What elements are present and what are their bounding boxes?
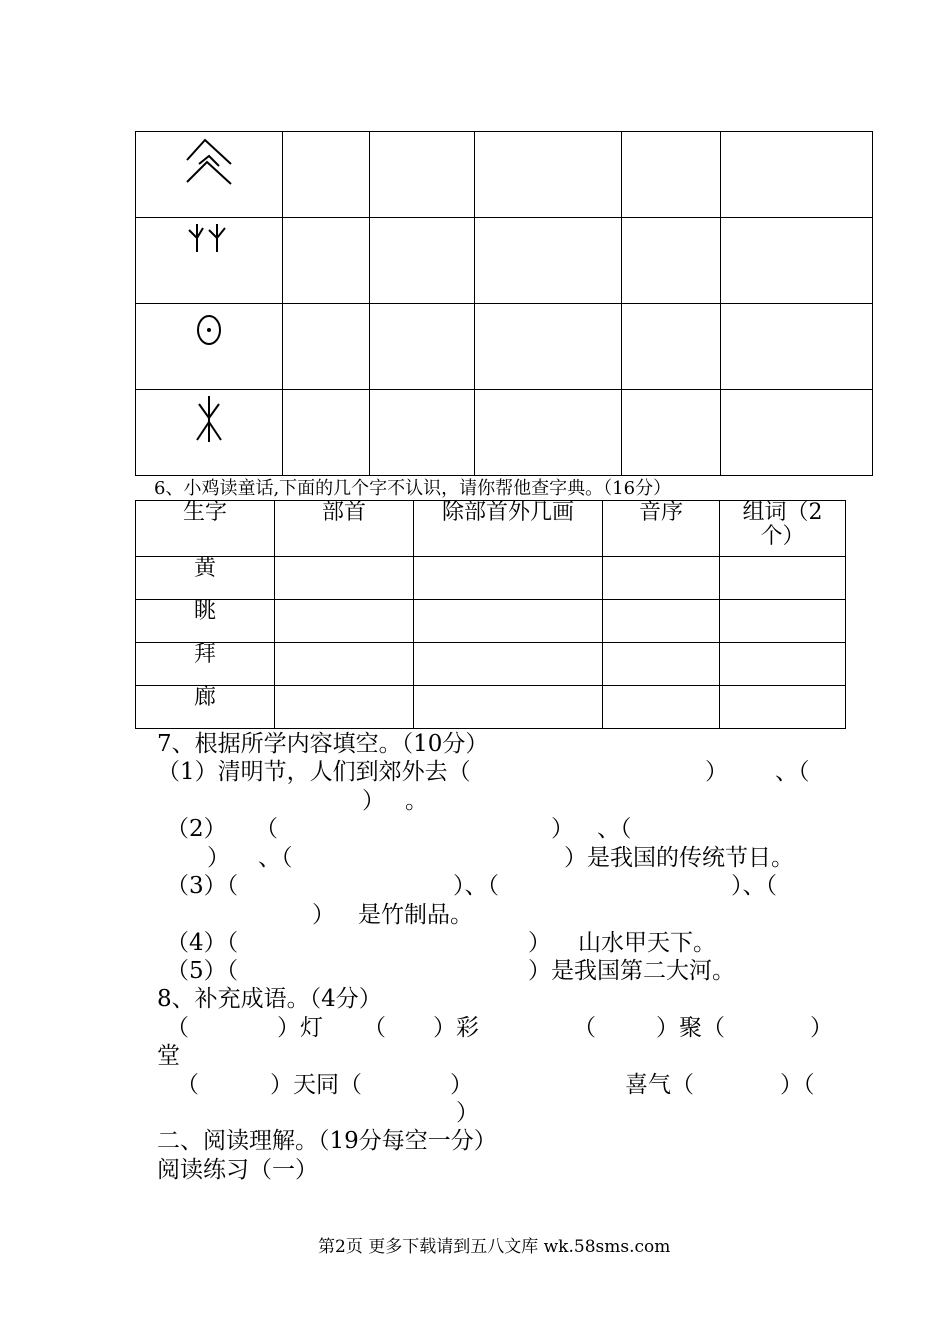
table-cell: [721, 218, 873, 304]
q7-line3: （3）（: [166, 873, 239, 899]
table-cell: [414, 600, 603, 643]
table-cell: [720, 600, 846, 643]
table-cell: [275, 643, 414, 686]
ancient-ri-icon: [179, 304, 239, 360]
q7-line3-paren: ）、（: [453, 873, 499, 899]
table-cell: [475, 132, 622, 218]
table-cell: [721, 132, 873, 218]
page-footer: 第2页 更多下载请到五八文库 wk.58sms.com: [318, 1237, 671, 1257]
table-cell: [603, 686, 720, 729]
table-cell: [275, 600, 414, 643]
table-cell: [370, 304, 475, 390]
q7-line2-paren: （: [255, 816, 278, 842]
q7-line1-paren: 、（: [775, 759, 810, 785]
table-cell: [370, 390, 475, 476]
ancient-zhu-icon: [179, 218, 239, 258]
table-cell: [475, 218, 622, 304]
section2-title: 二、阅读理解。（19分每空一分）: [157, 1128, 497, 1154]
char-cell: 廊: [136, 686, 275, 729]
table-cell: [414, 686, 603, 729]
header-cell: 生字: [136, 501, 275, 557]
table-cell: [475, 390, 622, 476]
q8-paren: （: [166, 1015, 189, 1041]
header-cell: 部首: [275, 501, 414, 557]
table-cell: [720, 557, 846, 600]
q7-line3-paren: ）、（: [731, 873, 777, 899]
table-cell: [414, 557, 603, 600]
table-cell: [370, 132, 475, 218]
q7-line2-end: ）是我国的传统节日。: [564, 845, 794, 871]
q6-title: 6、小鸡读童话,下面的几个字不认识，请你帮他查字典。（16分）: [154, 478, 672, 499]
table-row: [136, 686, 846, 729]
q7-line2: （2）: [166, 816, 227, 842]
header-cell: 音序: [603, 501, 720, 557]
dictionary-table: [135, 500, 846, 729]
q8-paren: ）: [456, 1100, 479, 1126]
table-cell: [283, 304, 370, 390]
table-cell: [603, 600, 720, 643]
q7-line5: （5）（: [166, 958, 239, 984]
q8-idiom: ）天同（: [270, 1072, 362, 1098]
glyph-cell: [136, 132, 283, 218]
q7-line4-end: 山水甲天下。: [578, 930, 716, 956]
q8-title: 8、补充成语。（4分）: [157, 986, 382, 1012]
table-header-row: [136, 501, 846, 557]
q7-line4: （4）（: [166, 930, 239, 956]
q8-idiom: ）聚（: [656, 1015, 725, 1041]
q7-line2-paren: ）: [551, 816, 574, 842]
table-row: [136, 218, 873, 304]
q7-line1: （1）清明节，人们到郊外去（: [157, 759, 471, 785]
header-cell: 组词（2个）: [720, 501, 846, 557]
char-cell: 眺: [136, 600, 275, 643]
table-cell: [283, 132, 370, 218]
table-cell: [721, 304, 873, 390]
table-cell: [622, 218, 721, 304]
glyph-cell: [136, 390, 283, 476]
q8-idiom: ）彩: [433, 1015, 479, 1041]
q8-idiom: 堂: [157, 1043, 180, 1069]
table-row: [136, 600, 846, 643]
table-cell: [720, 686, 846, 729]
table-cell: [370, 218, 475, 304]
q8-paren: （: [363, 1015, 386, 1041]
table-cell: [622, 304, 721, 390]
table-cell: [622, 390, 721, 476]
q7-line3-end: 是竹制品。: [358, 902, 473, 928]
q8-paren: ）（: [780, 1072, 815, 1098]
table-cell: [622, 132, 721, 218]
q7-line1-end: 。: [405, 788, 428, 814]
q8-paren: （: [573, 1015, 596, 1041]
q8-paren: ）: [810, 1015, 833, 1041]
q7-line3-paren: ）: [312, 902, 335, 928]
q7-line5-end: ）是我国第二大河。: [528, 958, 735, 984]
ancient-ren-icon: [179, 132, 239, 192]
q8-idiom: ）灯: [277, 1015, 323, 1041]
q8-idiom: 喜气（: [625, 1072, 694, 1098]
section2-subtitle: 阅读练习（一）: [157, 1157, 318, 1183]
table-row: [136, 557, 846, 600]
q7-line2-paren: 、（: [258, 845, 293, 871]
q7-line2-paren: 、（: [597, 816, 632, 842]
glyph-cell: [136, 218, 283, 304]
q7-line1-paren: ）: [705, 759, 728, 785]
char-cell: 黄: [136, 557, 275, 600]
table-cell: [283, 390, 370, 476]
table-cell: [275, 686, 414, 729]
q8-paren: ）: [450, 1072, 473, 1098]
header-cell: 除部首外几画: [414, 501, 603, 557]
table-cell: [414, 643, 603, 686]
table-row: [136, 132, 873, 218]
q7-line4-paren: ）: [528, 930, 551, 956]
q7-title: 7、根据所学内容填空。（10分）: [157, 731, 489, 757]
table-cell: [275, 557, 414, 600]
table-row: [136, 643, 846, 686]
q8-paren: （: [176, 1072, 199, 1098]
q7-line2-paren: ）: [207, 845, 230, 871]
glyph-cell: [136, 304, 283, 390]
table-row: [136, 390, 873, 476]
table-cell: [475, 304, 622, 390]
glyph-table: [135, 131, 873, 476]
ancient-mu-icon: [179, 390, 239, 450]
table-row: [136, 304, 873, 390]
table-cell: [720, 643, 846, 686]
table-cell: [283, 218, 370, 304]
table-cell: [603, 643, 720, 686]
char-cell: 拜: [136, 643, 275, 686]
table-cell: [721, 390, 873, 476]
q7-line1-paren: ）: [362, 788, 385, 814]
table-cell: [603, 557, 720, 600]
